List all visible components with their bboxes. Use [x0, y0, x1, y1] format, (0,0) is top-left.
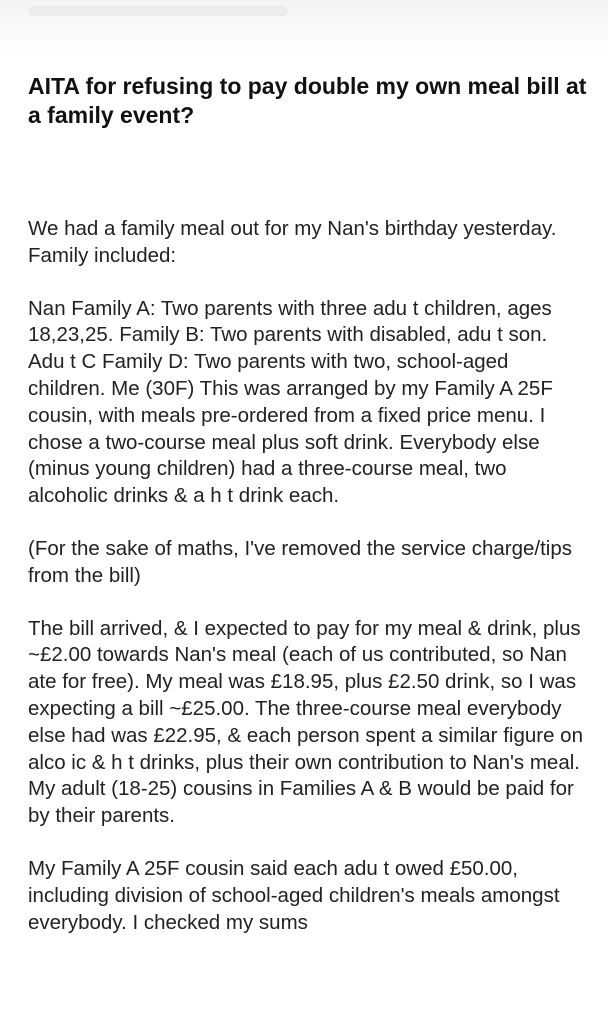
- post-paragraph: Nan Family A: Two parents with three adu t children, ages 18,23,25. Family B: Two parents with disabled, adu t son. Adu t C Family D: Two parents with two, school-aged children. Me (30F) This was arranged by my Family A 25F cousin, with meals pre-ordered from a fixed price menu. I chose a two-course meal plus soft drink. Everybody else (minus young children) had a three-course meal, two alcoholic drinks & a h t drink each.: [28, 296, 553, 508]
- top-faded-header: [0, 0, 608, 60]
- faded-header-bar: [28, 6, 288, 16]
- post-paragraph: My Family A 25F cousin said each adu t owed £50.00, including division of school-aged children's meals amongst everybody. I checked my sums: [28, 856, 560, 934]
- post-body: [28, 216, 588, 936]
- post-paragraph: We had a family meal out for my Nan's birthday yesterday. Family included:: [28, 217, 557, 267]
- post-paragraph: (For the sake of maths, I've removed the service charge/tips from the bill): [28, 536, 572, 587]
- post: [28, 72, 588, 962]
- post-title: AITA for refusing to pay double my own meal bill at a family event?: [28, 73, 587, 128]
- post-paragraph: The bill arrived, & I expected to pay for my meal & drink, plus ~£2.00 towards Nan's meal (each of us contributed, so Nan ate for free). My meal was £18.95, plus £2.50 drink, so I was expecting a bill ~£25.00. The three-course meal everybody else had was £22.95, & each person spent a similar figure on alco ic & h t drinks, plus their own contribution to Nan's meal. My adult (18-25) cousins in Families A & B would be paid for by their parents.: [28, 616, 583, 828]
